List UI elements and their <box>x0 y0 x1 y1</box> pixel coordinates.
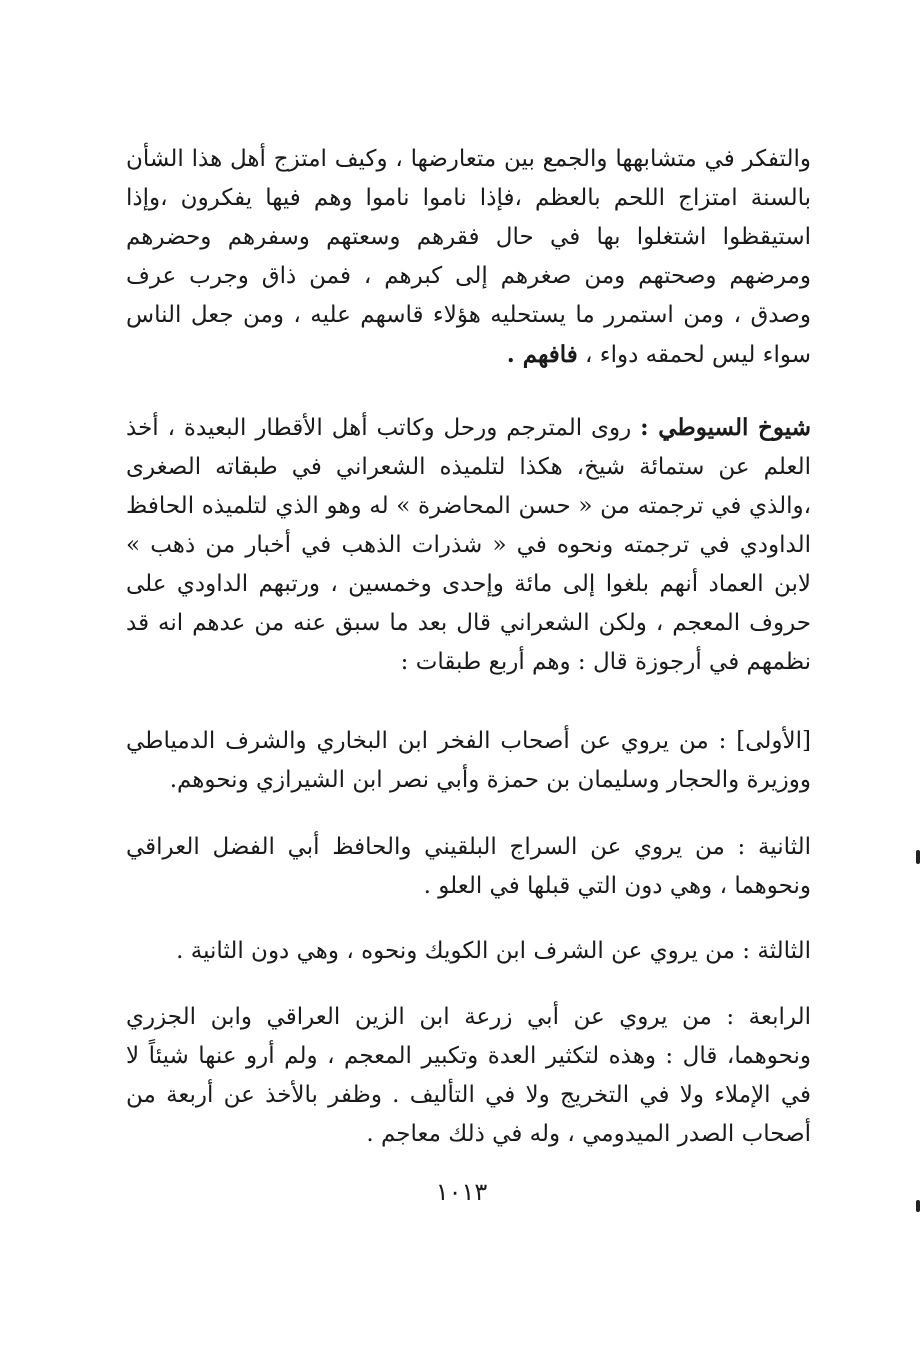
section-heading: شيوخ السيوطي : <box>640 414 811 441</box>
paragraph-second-tier <box>126 828 811 906</box>
paragraph-suyuti-teachers <box>126 408 811 682</box>
paragraph-text: من يروي عن أصحاب الفخر ابن البخاري والشرف الدمياطي ووزيرة والحجار وسليمان بن حمزة وأبي نصر ابن الشيرازي ونحوهم. <box>126 728 811 793</box>
paragraph-first-tier <box>126 722 811 800</box>
tier-label: [الأولى] : <box>718 728 811 754</box>
paragraph-text: الرابعة : من يروي عن أبي زرعة ابن الزين العراقي وابن الجزري ونحوهما، قال : وهذه لتكثير العدة وتكبير المعجم ، ولم أرو عنها شيئاً لا في الإملاء ولا في التخريج ولا في التأليف . وظفر بالأخذ عن أربعة من أصحاب الصدر الميدومي ، وله في ذلك معاجم . <box>126 1004 811 1147</box>
scan-mark <box>916 850 920 864</box>
paragraph-text: الثانية : من يروي عن السراج البلقيني والحافظ أبي الفضل العراقي ونحوهما ، وهي دون التي قبلها في العلو . <box>126 834 811 899</box>
page-number: ١٠١٣ <box>435 1178 488 1206</box>
paragraph-text: روى المترجم ورحل وكاتب أهل الأقطار البعيدة ، أخذ العلم عن ستمائة شيخ، هكذا لتلميذه الشعراني في طبقاته الصغرى ،والذي في ترجمته من « حسن المحاضرة » له وهو الذي لتلميذه الحافظ الداودي في ترجمته ونحوه في « شذرات الذهب في أخبار من ذهب » لابن العماد أنهم بلغوا إلى مائة وإحدى وخمسين ، ورتبهم الداودي على حروف المعجم ، ولكن الشعراني قال بعد ما سبق عنه من عدهم انه قد نظمهم في أرجوزة قال : وهم أربع طبقات : <box>126 415 811 675</box>
scan-mark <box>916 1200 920 1212</box>
paragraph-intro <box>126 140 811 375</box>
paragraph-end-bold: فافهم . <box>506 341 578 368</box>
paragraph-fourth-tier <box>126 998 811 1154</box>
paragraph-text: والتفكر في متشابهها والجمع بين متعارضها ، وكيف امتزج أهل هذا الشأن بالسنة امتزاج اللحم بالعظم ،فإذا ناموا ناموا وهم فيها يفكرون ،وإذا استيقظوا اشتغلوا بها في حال فقرهم وسعتهم وسفرهم وحضرهم ومرضهم وصحتهم ومن صغرهم إلى كبرهم ، فمن ذاق وجرب عرف وصدق ، ومن استمرر ما يستحليه هؤلاء قاسهم عليه ، ومن جعل الناس سواء ليس لحمقه دواء ، <box>126 146 811 368</box>
paragraph-text: الثالثة : من يروي عن الشرف ابن الكويك ونحوه ، وهي دون الثانية . <box>176 938 811 964</box>
paragraph-third-tier <box>126 932 811 971</box>
